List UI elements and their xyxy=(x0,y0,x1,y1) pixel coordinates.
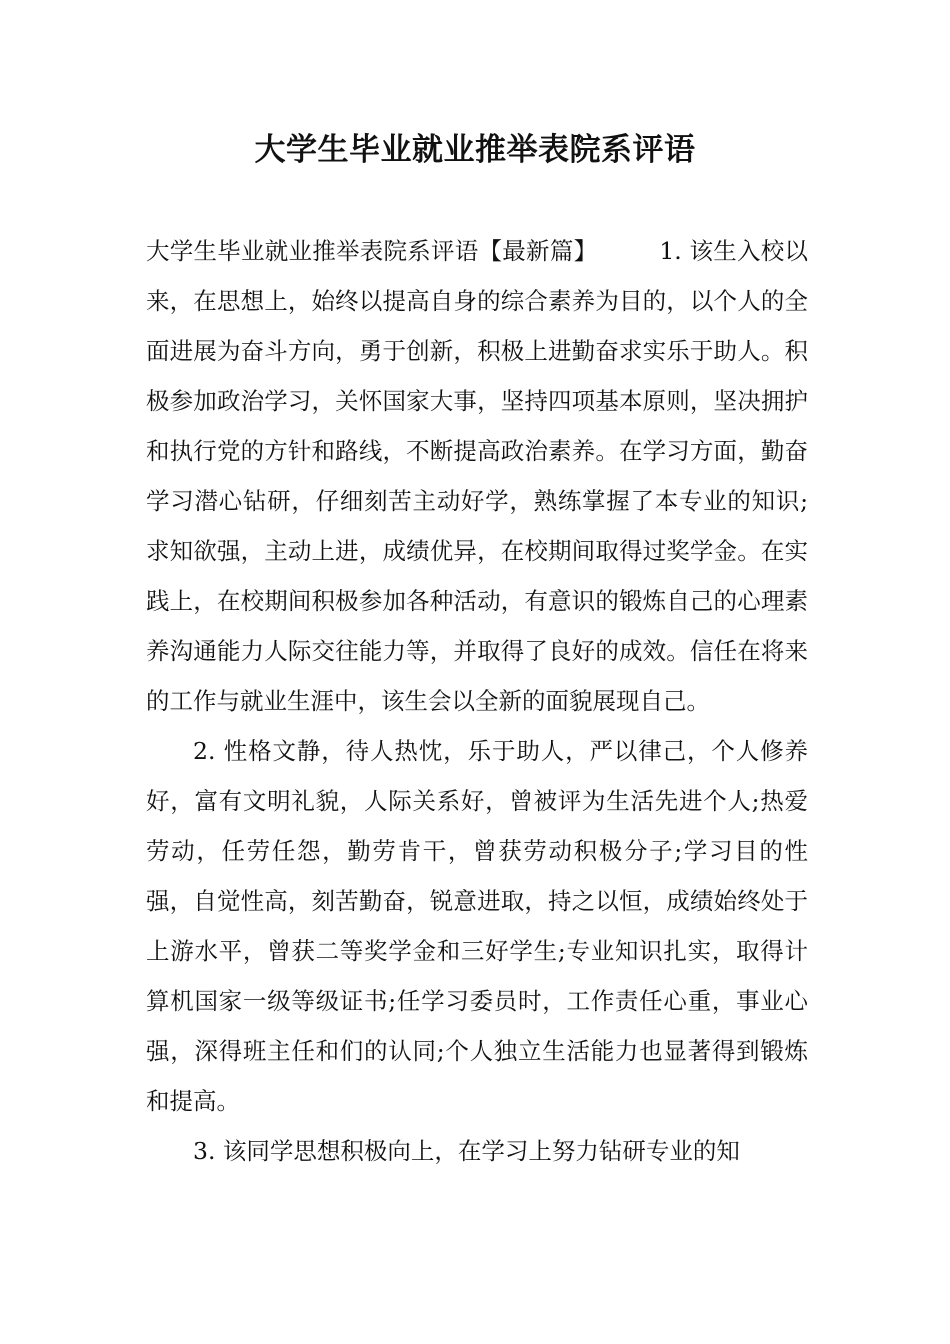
paragraph-3: 3. 该同学思想积极向上，在学习上努力钻研专业的知 xyxy=(193,1137,740,1165)
heading-line: 大学生毕业就业推举表院系评语【最新篇】 xyxy=(146,237,598,265)
paragraph-1 xyxy=(146,226,808,726)
paragraph-1-text: 1. 该生入校以来，在思想上，始终以提高自身的综合素养为目的，以个人的全面进展为奋斗方向，勇于创新，积极上进勤奋求实乐于助人。积极参加政治学习，关怀国家大事，坚持四项基本原则，坚决拥护和执行党的方针和路线，不断提高政治素养。在学习方面，勤奋学习潜心钻研，仔细刻苦主动好学，熟练掌握了本专业的知识;求知欲强，主动上进，成绩优异，在校期间取得过奖学金。在实践上，在校期间积极参加各种活动，有意识的锻炼自己的心理素养沟通能力人际交往能力等，并取得了良好的成效。信任在将来的工作与就业生涯中，该生会以全新的面貌展现自己。 xyxy=(146,237,808,715)
document-title: 大学生毕业就业推举表院系评语 xyxy=(254,132,696,168)
paragraph-2: 2. 性格文静，待人热忱，乐于助人，严以律己，个人修养好，富有文明礼貌，人际关系好，曾被评为生活先进个人;热爱劳动，任劳任怨，勤劳肯干，曾获劳动积极分子;学习目的性强，自觉性高，刻苦勤奋，锐意进取，持之以恒，成绩始终处于上游水平，曾获二等奖学金和三好学生;专业知识扎实，取得计算机国家一级等级证书;任学习委员时，工作责任心重，事业心强，深得班主任和们的认同;个人独立生活能力也显著得到锻炼和提高。 xyxy=(146,737,808,1115)
document-body xyxy=(146,226,808,1176)
